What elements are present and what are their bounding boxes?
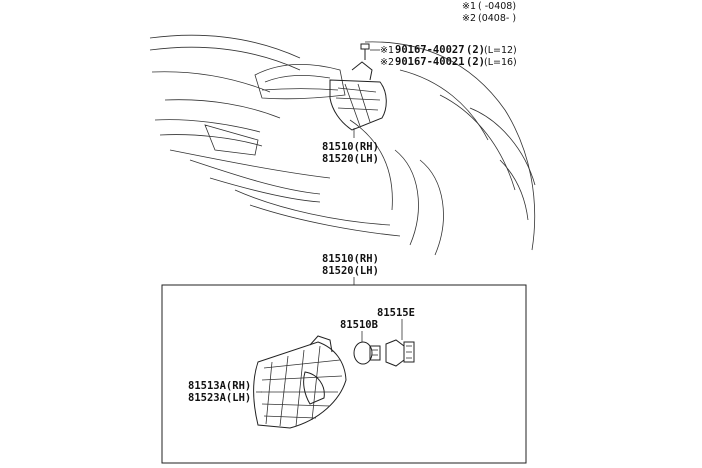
bulb-icon — [354, 342, 380, 364]
screw1-note-mark: ※1 — [380, 45, 395, 56]
socket-label: 81515E — [377, 307, 415, 319]
note1-mark: ※1 — [462, 1, 477, 12]
note1-range: ( -0408) — [478, 1, 517, 12]
upper-lamp-lh-label: 81520(LH) — [322, 153, 379, 165]
screw1-qty: (2) — [466, 44, 485, 56]
lens-rh-label: 81513A(RH) — [188, 380, 252, 392]
screw1-part-number: 90167-40027 — [395, 44, 465, 56]
exploded-view-box — [162, 285, 526, 463]
screw2-part-number: 90167-40021 — [395, 56, 465, 68]
socket-icon — [386, 340, 414, 366]
corner-lamp-lens — [254, 336, 347, 428]
screw-icon — [361, 44, 369, 60]
lens-lh-label: 81523A(LH) — [188, 392, 252, 404]
assy-lh-label: 81520(LH) — [322, 265, 379, 277]
notes-legend — [462, 1, 516, 24]
note2-range: (0408- ) — [478, 13, 517, 24]
screw2-qty: (2) — [466, 56, 485, 68]
screw2-note-mark: ※2 — [380, 57, 395, 68]
screw1-length: (L=12) — [484, 45, 517, 56]
bulb-label: 81510B — [340, 319, 378, 331]
screw2-length: (L=16) — [484, 57, 517, 68]
assy-rh-label: 81510(RH) — [322, 253, 379, 265]
note2-mark: ※2 — [462, 13, 477, 24]
upper-lamp-rh-label: 81510(RH) — [322, 141, 379, 153]
